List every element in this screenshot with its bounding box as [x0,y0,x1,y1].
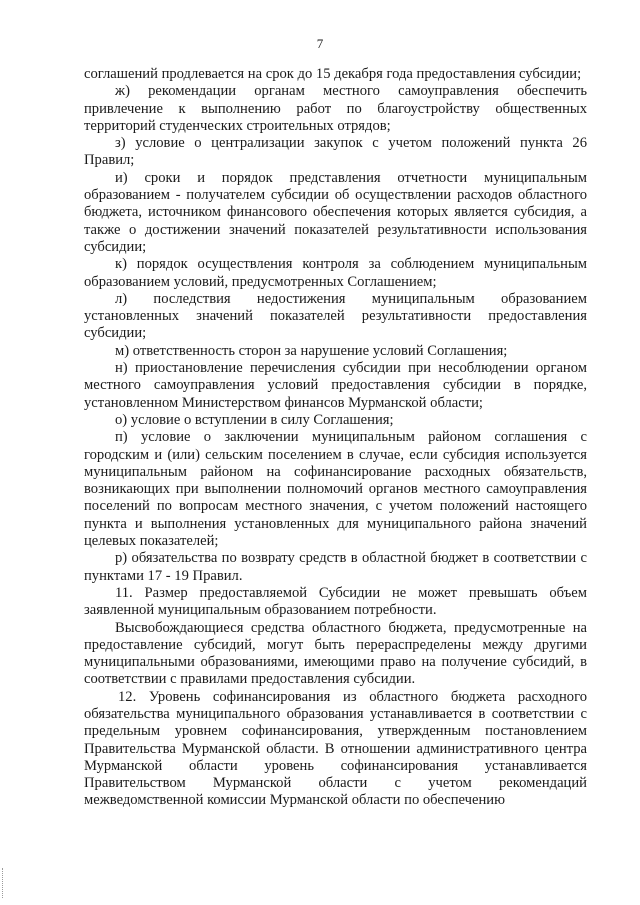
paragraph-clause-12: 12. Уровень софинансирования из областного бюджета расходного обязательства муниципального образования устанавливается в соответствии с предельным уровнем софинансирования, утвержденным постановлением Правительства Мурманской области. В отношении административного центра Мурманской области уровень софинансирования устанавливается Правительством Мурманской области с учетом рекомендаций межведомственной комиссии Мурманской области по обеспечению [84,688,587,809]
paragraph-item-r: р) обязательства по возврату средств в областной бюджет в соответствии с пунктами 17 - 19 Правил. [84,550,587,584]
paragraph-item-l: л) последствия недостижения муниципальным образованием установленных значений показателей результативности предоставления субсидии; [84,290,587,342]
paragraph-item-o: о) условие о вступлении в силу Соглашения; [115,411,394,428]
page-number: 7 [316,36,324,51]
paragraph-item-zh: ж) рекомендации органам местного самоуправления обеспечить привлечение к выполнению работ по благоустройству общественных территорий студенческих строительных отрядов; [84,83,587,134]
scan-edge-marks [2,868,6,898]
paragraph-item-z: з) условие о централизации закупок с учетом положений пункта 26 Правил; [84,135,587,169]
paragraph-redistribution: Высвобождающиеся средства областного бюджета, предусмотренные на предоставление субсидий, могут быть перераспределены между другими муниципальными образованиями, имеющими право на получение субсидий, в соответствии с правилами предоставления субсидии. [84,619,587,688]
paragraph-item-k: к) порядок осуществления контроля за соблюдением муниципальным образованием условий, предусмотренных Соглашением; [84,256,587,290]
paragraph-item-p: п) условие о заключении муниципальным районом соглашения с городским и (или) сельским поселением в случае, если субсидия используется муниципальным районом на софинансирование расходных обязательств, возникающих при выполнении полномочий органов местного самоуправления поселений по вопросам местного значения, с учетом положений настоящего пункта и выполнения установленных для муниципального района значений целевых показателей; [84,429,587,550]
paragraph-item-i: и) сроки и порядок представления отчетности муниципальным образованием - получателем субсидии об осуществлении расходов областного бюджета, источником финансового обеспечения которых является субсидия, а также о достижении значений показателей результативности использования субсидии; [84,169,587,255]
document-body [84,66,587,810]
paragraph-item-n: н) приостановление перечисления субсидии при несоблюдении органом местного самоуправления условий предоставления субсидии в порядке, установленном Министерством финансов Мурманской области; [84,360,587,411]
paragraph-continuation: соглашений продлевается на срок до 15 декабря года предоставления субсидии; [84,66,582,82]
paragraph-item-m: м) ответственность сторон за нарушение условий Соглашения; [115,342,508,359]
paragraph-clause-11: 11. Размер предоставляемой Субсидии не может превышать объем заявленной муниципальным образованием потребности. [84,584,587,619]
